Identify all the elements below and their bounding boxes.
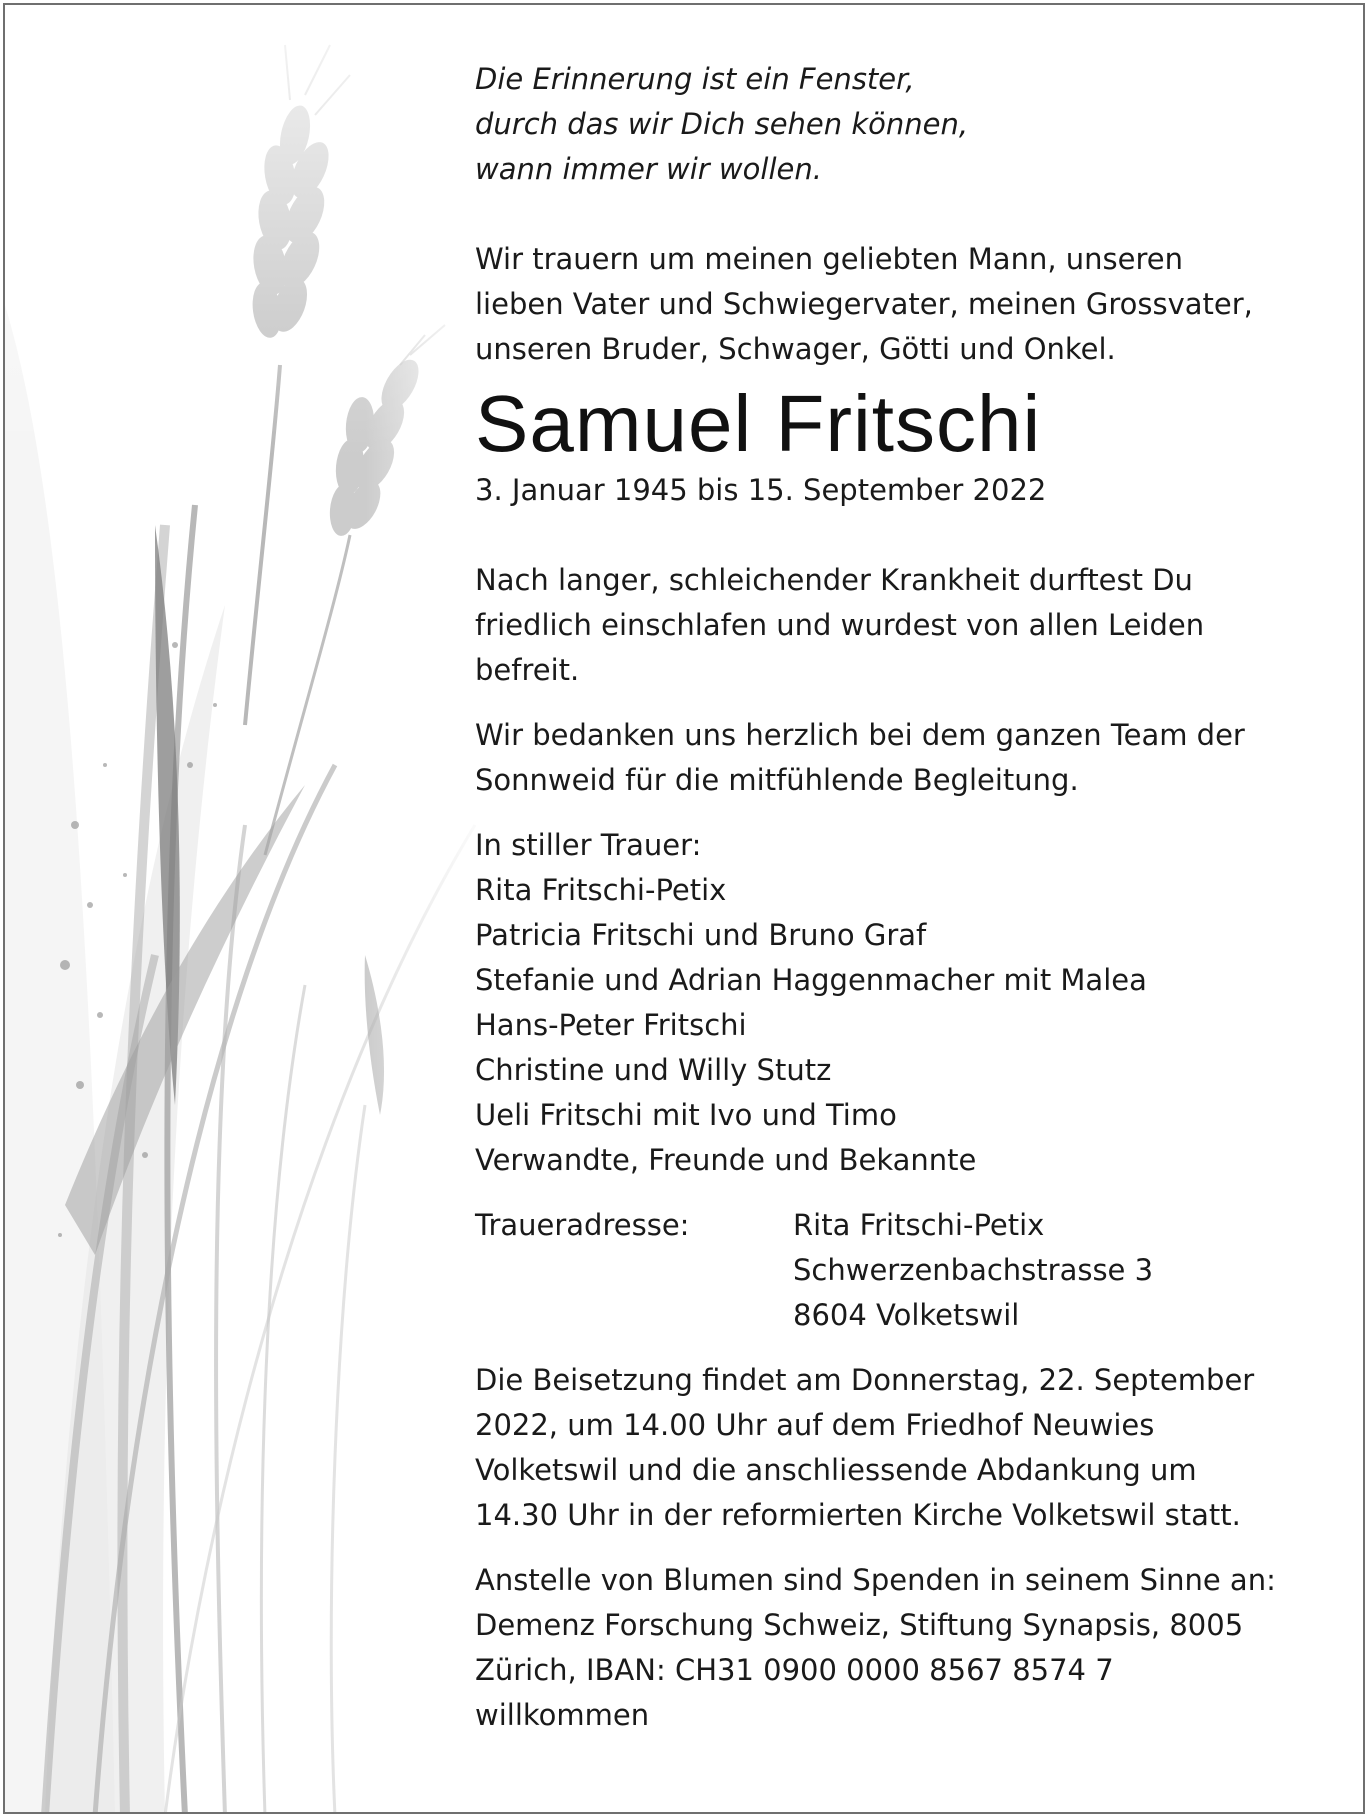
thanks-paragraph — [475, 713, 1335, 803]
memorial-poem — [475, 57, 1335, 192]
mourner-name: Rita Fritschi-Petix — [475, 873, 727, 907]
deceased-name: Samuel Fritschi — [475, 379, 1042, 468]
mourner-name: Stefanie und Adrian Haggenmacher mit Malea — [475, 963, 1147, 997]
funeral-line: 14.30 Uhr in der reformierten Kirche Volketswil statt. — [475, 1498, 1241, 1532]
address-lines — [793, 1203, 1153, 1338]
donations-line: Zürich, IBAN: CH31 0900 0000 8567 8574 7 — [475, 1653, 1114, 1687]
passing-line: Nach langer, schleichender Krankheit durftest Du — [475, 563, 1193, 597]
thanks-line: Sonnweid für die mitfühlende Begleitung. — [475, 763, 1079, 797]
mourning-intro — [475, 237, 1335, 372]
funeral-line: Die Beisetzung findet am Donnerstag, 22. September — [475, 1363, 1255, 1397]
obituary-card — [3, 3, 1365, 1814]
mourner-name: Christine und Willy Stutz — [475, 1053, 832, 1087]
wheat-illustration — [5, 5, 485, 1814]
poem-line: wann immer wir wollen. — [475, 152, 822, 186]
donations-line: Anstelle von Blumen sind Spenden in seinem Sinne an: — [475, 1563, 1276, 1597]
mourner-name: Verwandte, Freunde und Bekannte — [475, 1143, 977, 1177]
mourners-list — [475, 823, 1335, 1183]
funeral-paragraph — [475, 1358, 1335, 1538]
donations-line: Demenz Forschung Schweiz, Stiftung Synapsis, 8005 — [475, 1608, 1244, 1642]
funeral-line: Volketswil und die anschliessende Abdankung um — [475, 1453, 1197, 1487]
life-dates-text: 3. Januar 1945 bis 15. September 2022 — [475, 473, 1047, 507]
mourning-address — [475, 1203, 1335, 1338]
donations-paragraph — [475, 1558, 1335, 1738]
mourner-name: Hans-Peter Fritschi — [475, 1008, 747, 1042]
intro-line: lieben Vater und Schwiegervater, meinen Grossvater, — [475, 287, 1253, 321]
donations-line: willkommen — [475, 1698, 650, 1732]
address-line: 8604 Volketswil — [793, 1298, 1020, 1332]
poem-line: Die Erinnerung ist ein Fenster, — [475, 62, 915, 96]
intro-line: Wir trauern um meinen geliebten Mann, unseren — [475, 242, 1183, 276]
passing-line: befreit. — [475, 653, 580, 687]
life-dates — [475, 468, 1335, 513]
poem-line: durch das wir Dich sehen können, — [475, 107, 969, 141]
address-line: Schwerzenbachstrasse 3 — [793, 1253, 1154, 1287]
mourners-heading: In stiller Trauer: — [475, 828, 702, 862]
mourner-name: Patricia Fritschi und Bruno Graf — [475, 918, 927, 952]
intro-line: unseren Bruder, Schwager, Götti und Onkel. — [475, 332, 1116, 366]
mourner-name: Ueli Fritschi mit Ivo und Timo — [475, 1098, 897, 1132]
address-line: Rita Fritschi-Petix — [793, 1208, 1045, 1242]
thanks-line: Wir bedanken uns herzlich bei dem ganzen Team der — [475, 718, 1245, 752]
passing-line: friedlich einschlafen und wurdest von allen Leiden — [475, 608, 1205, 642]
funeral-line: 2022, um 14.00 Uhr auf dem Friedhof Neuwies — [475, 1408, 1155, 1442]
obituary-text — [475, 57, 1335, 1758]
address-label: Traueradresse: — [475, 1208, 690, 1242]
passing-paragraph — [475, 558, 1335, 693]
